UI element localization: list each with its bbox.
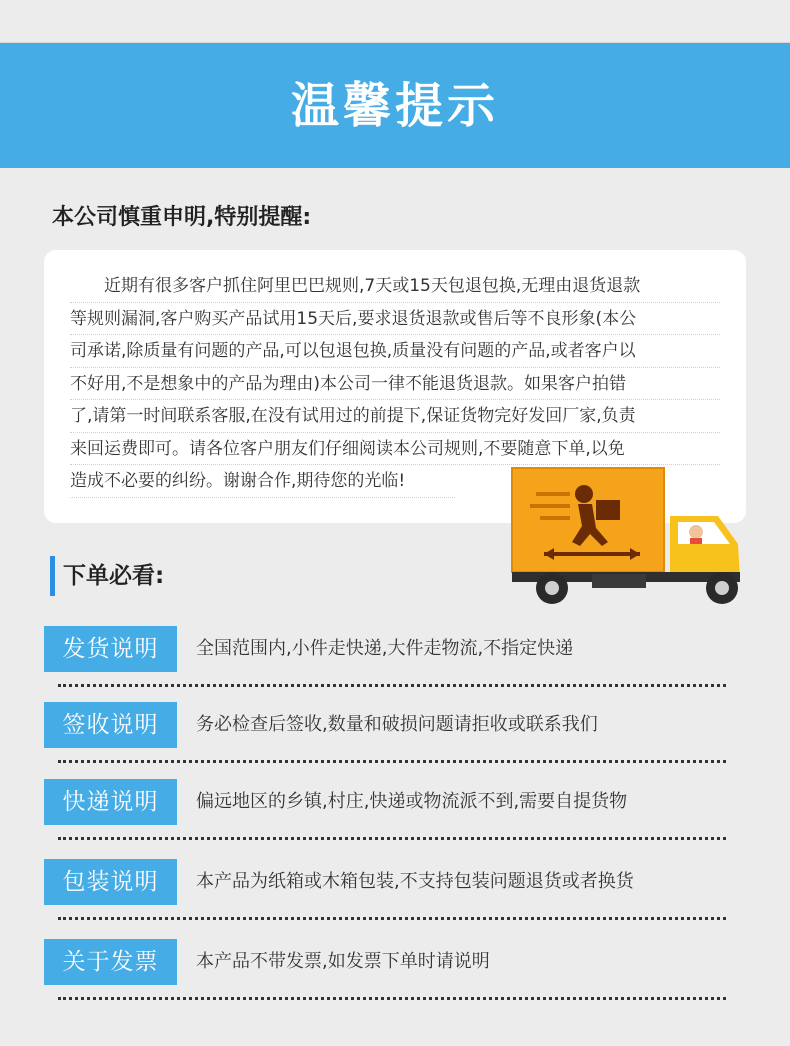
notice-line: 来回运费即可。请各位客户朋友们仔细阅读本公司规则,不要随意下单,以免	[70, 433, 720, 466]
info-row-express	[44, 779, 726, 839]
info-text: 本产品不带发票,如发票下单时请说明	[196, 951, 490, 972]
dotted-divider	[58, 837, 726, 840]
info-tag: 包装说明	[44, 859, 177, 905]
dotted-divider	[58, 684, 726, 687]
info-row-shipping	[44, 626, 726, 686]
notice-line: 了,请第一时间联系客服,在没有试用过的前提下,保证货物完好发回厂家,负责	[70, 400, 720, 433]
dotted-divider	[58, 997, 726, 1000]
page-title: 温馨提示	[290, 78, 499, 134]
info-row-receiving	[44, 702, 726, 762]
dotted-divider	[58, 760, 726, 763]
info-text: 务必检查后签收,数量和破损问题请拒收或联系我们	[196, 714, 598, 735]
notice-line: 造成不必要的纠纷。谢谢合作,期待您的光临!	[70, 465, 455, 498]
info-row-invoice	[44, 939, 726, 999]
info-text: 偏远地区的乡镇,村庄,快递或物流派不到,需要自提货物	[196, 791, 628, 812]
notice-line: 司承诺,除质量有问题的产品,可以包退包换,质量没有问题的产品,或者客户以	[70, 335, 720, 368]
section-title: 下单必看:	[50, 556, 164, 596]
notice-line: 不好用,不是想象中的产品为理由)本公司一律不能退货退款。如果客户拍错	[70, 368, 720, 401]
info-text: 本产品为纸箱或木箱包装,不支持包装问题退货或者换货	[196, 871, 634, 892]
dotted-divider	[58, 917, 726, 920]
top-spacer	[0, 0, 790, 42]
info-tag: 签收说明	[44, 702, 177, 748]
notice-line: 近期有很多客户抓住阿里巴巴规则,7天或15天包退包换,无理由退货退款	[70, 270, 720, 303]
info-tag: 快递说明	[44, 779, 177, 825]
info-tag: 关于发票	[44, 939, 177, 985]
info-row-packaging	[44, 859, 726, 919]
info-text: 全国范围内,小件走快递,大件走物流,不指定快递	[196, 638, 574, 659]
info-tag: 发货说明	[44, 626, 177, 672]
header-banner	[0, 42, 790, 168]
intro-statement: 本公司慎重申明,特别提醒:	[52, 205, 312, 230]
notice-line: 等规则漏洞,客户购买产品试用15天后,要求退货退款或售后等不良形象(本公	[70, 303, 720, 336]
delivery-truck-icon	[500, 462, 770, 612]
